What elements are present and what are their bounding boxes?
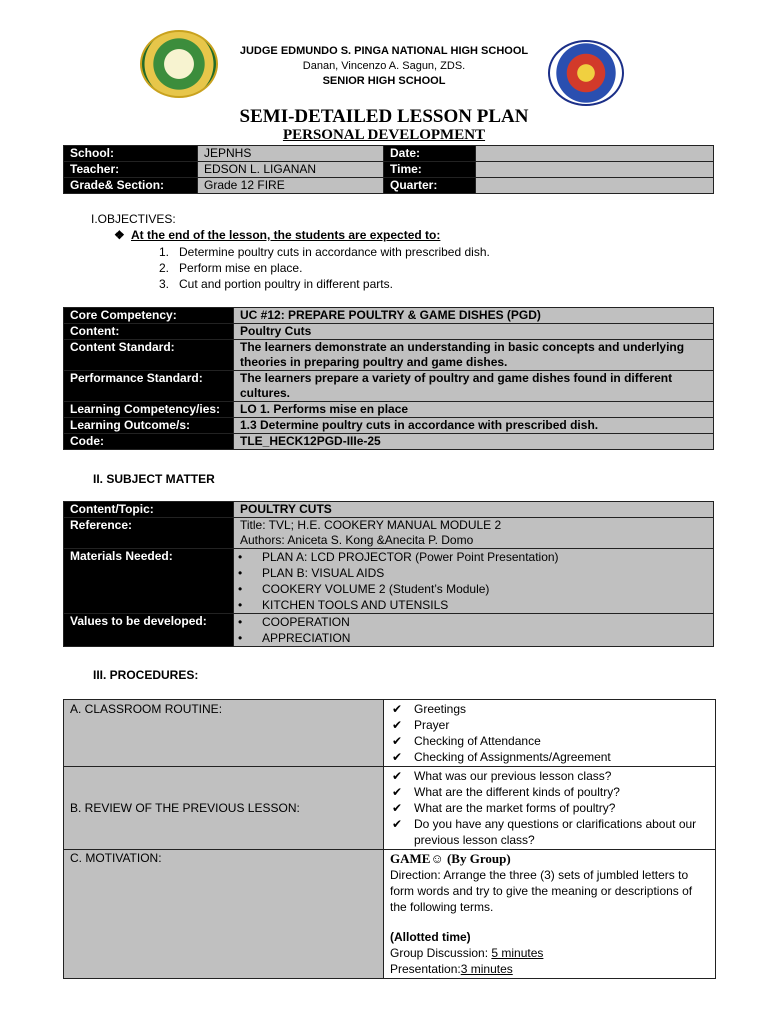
- objectives-intro: ❖ At the end of the lesson, the students are expected to:: [114, 228, 441, 242]
- list-item: ✔ Checking of Assignments/Agreement: [390, 749, 709, 765]
- time-value: [476, 162, 714, 178]
- routine-list: [384, 700, 716, 767]
- routine-label: A. CLASSROOM ROUTINE:: [64, 700, 384, 767]
- time-label: Time:: [384, 162, 476, 178]
- grade-label: Grade& Section:: [64, 178, 198, 194]
- list-item: • PLAN A: LCD PROJECTOR (Power Point Presentation): [234, 549, 707, 565]
- grade-value: Grade 12 FIRE: [198, 178, 384, 194]
- list-item: ✔ What was our previous lesson class?: [390, 768, 709, 784]
- list-item: ✔ Do you have any questions or clarifications about our previous lesson class?: [390, 816, 709, 848]
- lc-label: Learning Competency/ies:: [64, 402, 234, 418]
- school-address: Danan, Vincenzo A. Sagun, ZDS.: [302, 60, 466, 72]
- list-item: • PLAN B: VISUAL AIDS: [234, 565, 707, 581]
- list-item: ✔ Prayer: [390, 717, 709, 733]
- school-label: School:: [64, 146, 198, 162]
- lo-label: Learning Outcome/s:: [64, 418, 234, 434]
- standard-value: The learners demonstrate an understanding in basic concepts and underlying theories in preparing poultry and game dishes.: [234, 340, 714, 371]
- reference-label: Reference:: [64, 518, 234, 549]
- info-table: [63, 145, 714, 194]
- competency-table: [63, 307, 714, 450]
- list-item: ✔ What are the different kinds of poultry?: [390, 784, 709, 800]
- quarter-value: [476, 178, 714, 194]
- document-title: SEMI-DETAILED LESSON PLAN: [239, 106, 529, 127]
- values-list: [234, 614, 714, 647]
- content-label: Content:: [64, 324, 234, 340]
- list-item: • KITCHEN TOOLS AND UTENSILS: [234, 597, 707, 613]
- core-value: UC #12: PREPARE POULTRY & GAME DISHES (PGD): [234, 308, 714, 324]
- game-title: GAME☺ (By Group): [390, 851, 511, 866]
- standard-label: Content Standard:: [64, 340, 234, 371]
- reference-value: Title: TVL; H.E. COOKERY MANUAL MODULE 2 Authors: Aniceta S. Kong &Anecita P. Domo: [234, 518, 714, 549]
- objectives-list: [159, 244, 490, 292]
- content-value: Poultry Cuts: [234, 324, 714, 340]
- lo-value: 1.3 Determine poultry cuts in accordance with prescribed dish.: [234, 418, 714, 434]
- list-item: • COOKERY VOLUME 2 (Student’s Module): [234, 581, 707, 597]
- procedures-table: [63, 699, 716, 979]
- review-list: [384, 767, 716, 850]
- list-item: ✔ What are the market forms of poultry?: [390, 800, 709, 816]
- lc-value: LO 1. Performs mise en place: [234, 402, 714, 418]
- presentation-time: Presentation:3 minutes: [390, 962, 513, 976]
- school-name: JUDGE EDMUNDO S. PINGA NATIONAL HIGH SCHOOL: [239, 45, 529, 57]
- school-division: SENIOR HIGH SCHOOL: [322, 75, 446, 87]
- motivation-content: [384, 850, 716, 979]
- direction-text: Direction: Arrange the three (3) sets of jumbled letters to form words and try to give the meaning or descriptions of the following terms.: [390, 868, 693, 914]
- objective-item: 1. Determine poultry cuts in accordance with prescribed dish.: [159, 245, 490, 259]
- review-label: B. REVIEW OF THE PREVIOUS LESSON:: [64, 767, 384, 850]
- document-subtitle: PERSONAL DEVELOPMENT: [282, 127, 486, 143]
- procedures-heading: III. PROCEDURES:: [93, 668, 199, 682]
- list-item: ✔ Checking of Attendance: [390, 733, 709, 749]
- core-label: Core Competency:: [64, 308, 234, 324]
- topic-value: POULTRY CUTS: [234, 502, 714, 518]
- code-value: TLE_HECK12PGD-IIIe-25: [234, 434, 714, 450]
- list-item: • COOPERATION: [234, 614, 707, 630]
- school-value: JEPNHS: [198, 146, 384, 162]
- motivation-label: C. MOTIVATION:: [64, 850, 384, 979]
- teacher-value: EDSON L. LIGANAN: [198, 162, 384, 178]
- diamond-bullet-icon: ❖: [114, 228, 125, 242]
- performance-value: The learners prepare a variety of poultry and game dishes found in different cultures.: [234, 371, 714, 402]
- subject-matter-table: [63, 501, 714, 647]
- allotted-time-label: (Allotted time): [390, 930, 471, 944]
- date-value: [476, 146, 714, 162]
- subject-matter-heading: II. SUBJECT MATTER: [93, 472, 215, 486]
- materials-list: [234, 549, 714, 614]
- list-item: • APPRECIATION: [234, 630, 707, 646]
- objective-item: 2. Perform mise en place.: [159, 261, 303, 275]
- performance-label: Performance Standard:: [64, 371, 234, 402]
- objectives-heading: I.OBJECTIVES:: [91, 212, 176, 226]
- list-item: ✔ Greetings: [390, 701, 709, 717]
- teacher-label: Teacher:: [64, 162, 198, 178]
- code-label: Code:: [64, 434, 234, 450]
- date-label: Date:: [384, 146, 476, 162]
- topic-label: Content/Topic:: [64, 502, 234, 518]
- quarter-label: Quarter:: [384, 178, 476, 194]
- values-label: Values to be developed:: [64, 614, 234, 647]
- objective-item: 3. Cut and portion poultry in different parts.: [159, 277, 393, 291]
- materials-label: Materials Needed:: [64, 549, 234, 614]
- group-discussion: Group Discussion: 5 minutes: [390, 946, 544, 960]
